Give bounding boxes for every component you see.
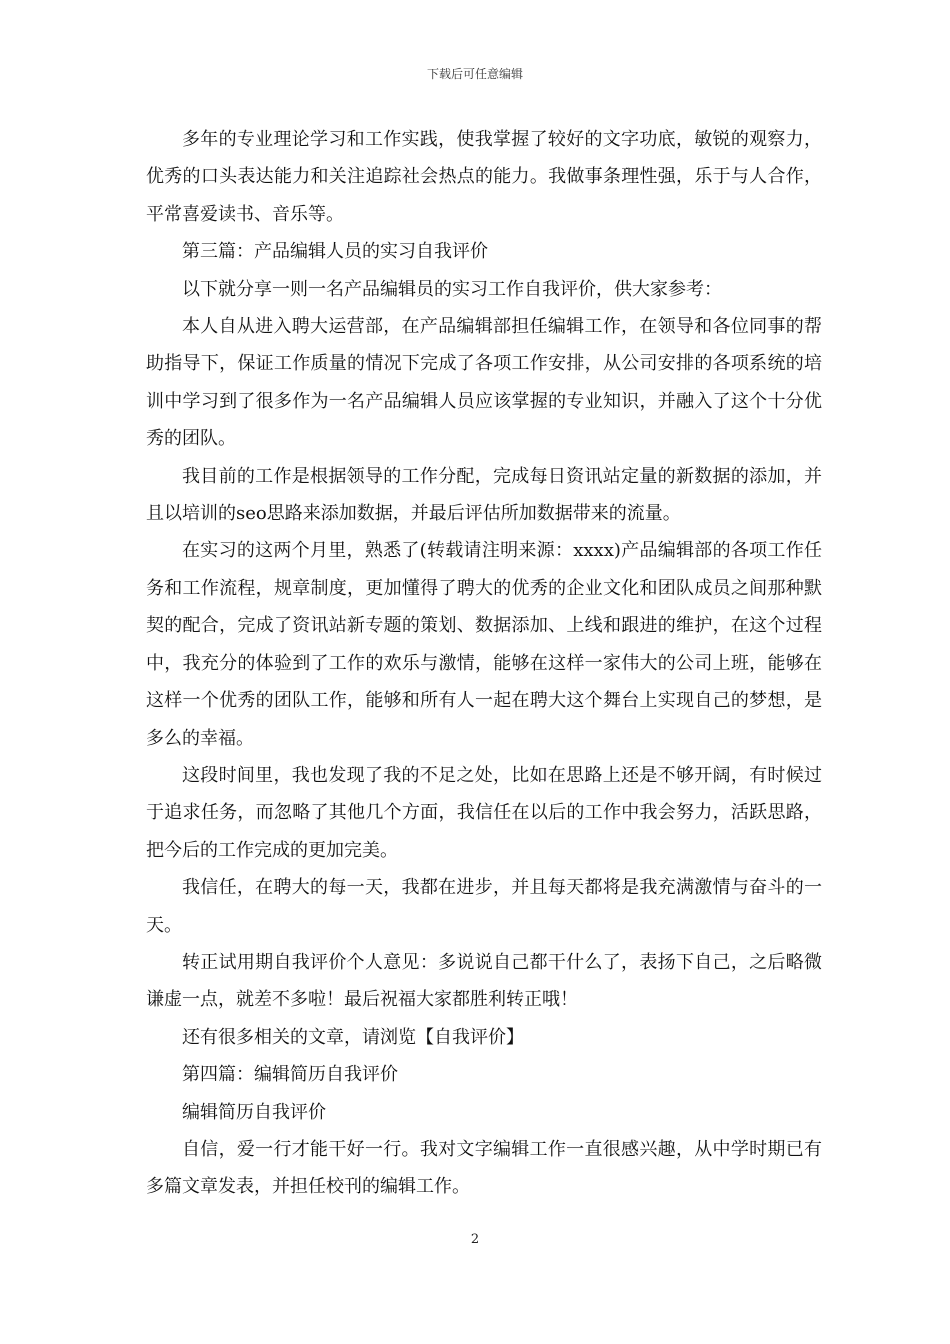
paragraph: 我目前的工作是根据领导的工作分配，完成每日资讯站定量的新数据的添加，并且以培训的seo思路来添加数据，并最后评估所加数据带来的流量。 xyxy=(146,465,822,525)
paragraph: 这段时间里，我也发现了我的不足之处，比如在思路上还是不够开阔，有时候过于追求任务，而忽略了其他几个方面，我信任在以后的工作中我会努力，活跃思路，把今后的工作完成的更加完美。 xyxy=(146,764,822,861)
paragraph: 自信，爱一行才能干好一行。我对文字编辑工作一直很感兴趣，从中学时期已有多篇文章发表，并担任校刊的编辑工作。 xyxy=(146,1138,822,1198)
section-heading: 第四篇：编辑简历自我评价 xyxy=(182,1064,398,1086)
paragraph: 转正试用期自我评价个人意见：多说说自己都干什么了，表扬下自己，之后略微谦虚一点，就差不多啦！最后祝福大家都胜利转正哦！ xyxy=(146,951,822,1011)
page-header: 下载后可任意编辑 xyxy=(426,67,523,81)
section-heading: 第三篇：产品编辑人员的实习自我评价 xyxy=(182,241,488,263)
subheading: 编辑简历自我评价 xyxy=(182,1101,326,1123)
document-body xyxy=(146,121,822,1206)
paragraph: 多年的专业理论学习和工作实践，使我掌握了较好的文字功底，敏锐的观察力，优秀的口头表达能力和关注追踪社会热点的能力。我做事条理性强，乐于与人合作，平常喜爱读书、音乐等。 xyxy=(146,129,822,225)
paragraph: 本人自从进入聘大运营部，在产品编辑部担任编辑工作，在领导和各位同事的帮助指导下，保证工作质量的情况下完成了各项工作安排，从公司安排的各项系统的培训中学习到了很多作为一名产品编辑人员应该掌握的专业知识，并融入了这个十分优秀的团队。 xyxy=(146,316,822,450)
paragraph: 在实习的这两个月里，熟悉了(转载请注明来源：xxxx)产品编辑部的各项工作任务和工作流程，规章制度，更加懂得了聘大的优秀的企业文化和团队成员之间那种默契的配合，完成了资讯站新专题的策划、数据添加、上线和跟进的维护，在这个过程中，我充分的体验到了工作的欢乐与激情，能够在这样一家伟大的公司上班，能够在这样一个优秀的团队工作，能够和所有人一起在聘大这个舞台上实现自己的梦想，是多么的幸福。 xyxy=(146,540,822,749)
paragraph: 我信任，在聘大的每一天，我都在进步，并且每天都将是我充满激情与奋斗的一天。 xyxy=(146,877,822,936)
related-articles-line: 还有很多相关的文章，请浏览【自我评价】 xyxy=(182,1026,524,1048)
paragraph: 以下就分享一则一名产品编辑员的实习工作自我评价，供大家参考： xyxy=(182,278,722,300)
page-number: 2 xyxy=(470,1232,480,1247)
